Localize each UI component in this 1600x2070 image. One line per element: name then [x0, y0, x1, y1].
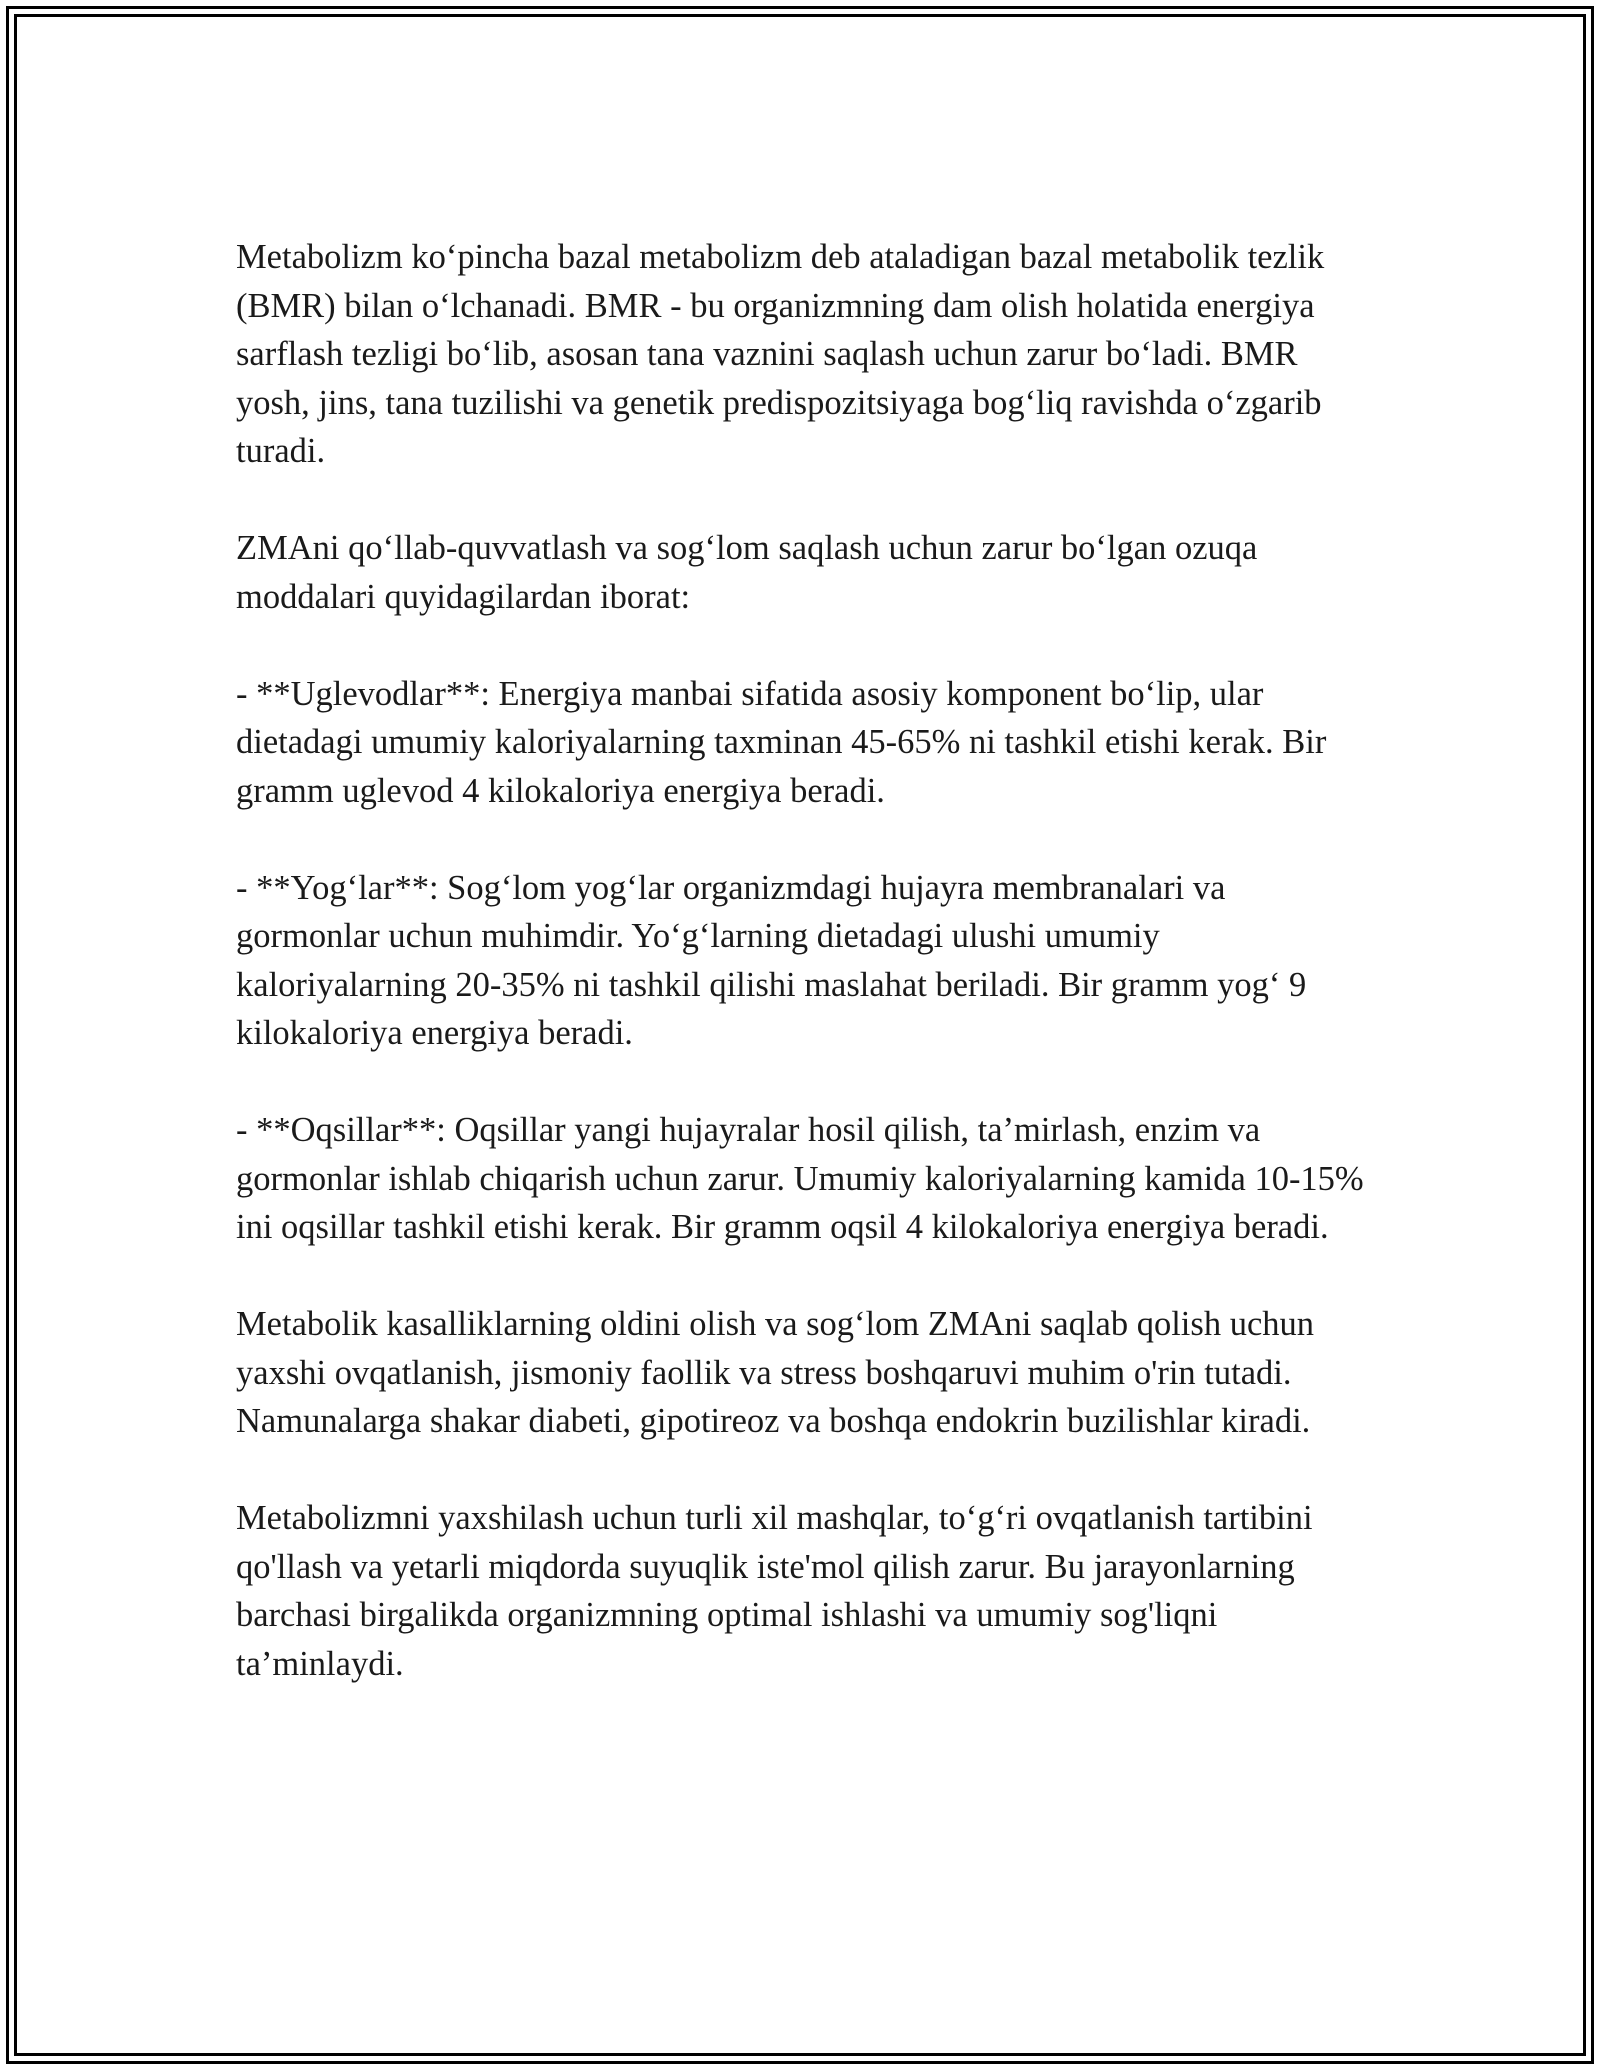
paragraph-fats: - **Yog‘lar**: Sog‘lom yog‘lar organizmdagi hujayra membranalari va gormonlar uchun muhimdir. Yo‘g‘larning dietadagi ulushi umumiy kaloriyalarning 20-35% ni tashkil qilishi maslahat beriladi. Bir gramm yog‘ 9 kilokaloriya energiya beradi.	[236, 868, 1307, 1052]
paragraph-improving-metabolism: Metabolizmni yaxshilash uchun turli xil mashqlar, to‘g‘ri ovqatlanish tartibini qo'llash va yetarli miqdorda suyuqlik iste'mol qilish zarur. Bu jarayonlarning barchasi birgalikda organizmning optimal ishlashi va umumiy sog'liqni ta’minlaydi.	[236, 1499, 1313, 1683]
paragraph-carbohydrates: - **Uglevodlar**: Energiya manbai sifatida asosiy komponent bo‘lip, ular dietadagi umumiy kaloriyalarning taxminan 45-65% ni tashkil etishi kerak. Bir gramm uglevod 4 kilokaloriya energiya beradi.	[236, 674, 1327, 810]
paragraph-bmr: Metabolizm ko‘pincha bazal metabolizm deb ataladigan bazal metabolik tezlik (BMR) bilan o‘lchanadi. BMR - bu organizmning dam olish holatida energiya sarflash tezligi bo‘lib, asosan tana vaznini saqlash uchun zarur bo‘ladi. BMR yosh, jins, tana tuzilishi va genetik predispozitsiyaga bog‘liq ravishda o‘zgarib turadi.	[236, 238, 1325, 470]
document-body	[236, 233, 1366, 1737]
paragraph-nutrients-intro: ZMAni qo‘llab-quvvatlash va sog‘lom saqlash uchun zarur bo‘lgan ozuqa moddalari quyidagilardan iborat:	[236, 529, 1258, 616]
paragraph-proteins: - **Oqsillar**: Oqsillar yangi hujayralar hosil qilish, ta’mirlash, enzim va gormonlar ishlab chiqarish uchun zarur. Umumiy kaloriyalarning kamida 10-15% ini oqsillar tashkil etishi kerak. Bir gramm oqsil 4 kilokaloriya energiya beradi.	[236, 1111, 1364, 1246]
paragraph-metabolic-diseases: Metabolik kasalliklarning oldini olish va sog‘lom ZMAni saqlab qolish uchun yaxshi ovqatlanish, jismoniy faollik va stress boshqaruvi muhim o'rin tutadi. Namunalarga shakar diabeti, gipotireoz va boshqa endokrin buzilishlar kiradi.	[236, 1305, 1315, 1440]
